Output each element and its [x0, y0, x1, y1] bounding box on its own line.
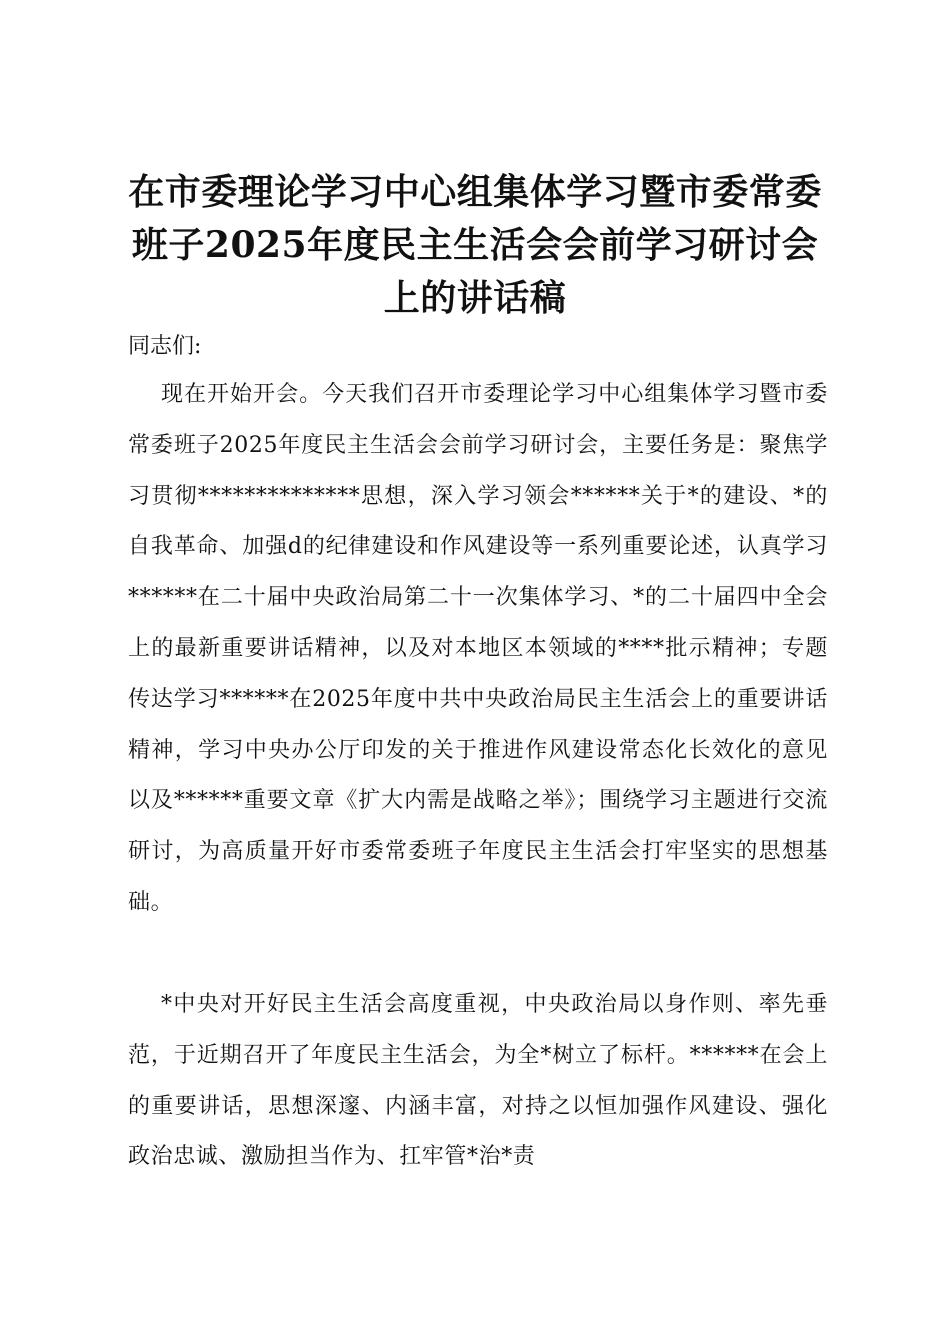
salutation: 同志们: — [128, 334, 202, 359]
body-paragraph-2: *中央对开好民主生活会高度重视，中央政治局以身作则、率先垂范，于近期召开了年度民主生活会，为全*树立了标杆。******在会上的重要讲话，思想深邃、内涵丰富，对持之以恒加强作风建设、强化政治忠诚、激励担当作为、扛牢管*治*责 — [128, 992, 828, 1170]
document-title: 在市委理论学习中心组集体学习暨市委常委班子2025年度民主生活会会前学习研讨会上的讲话稿 — [128, 171, 822, 319]
body-paragraph-1: 现在开始开会。今天我们召开市委理论学习中心组集体学习暨市委常委班子2025年度民主生活会会前学习研讨会，主要任务是：聚焦学习贯彻**************思想，深入学习领会******关于*的建设、*的自我革命、加强d的纪律建设和作风建设等一系列重要论述，认真学习******在二十届中央政治局第二十一次集体学习、*的二十届四中全会上的最新重要讲话精神，以及对本地区本领域的****批示精神；专题传达学习******在2025年度中共中央政治局民主生活会上的重要讲话精神，学习中央办公厅印发的关于推进作风建设常态化长效化的意见以及******重要文章《扩大内需是战略之举》；围绕学习主题进行交流研讨，为高质量开好市委常委班子年度民主生活会打牢坚实的思想基础。 — [128, 382, 828, 915]
